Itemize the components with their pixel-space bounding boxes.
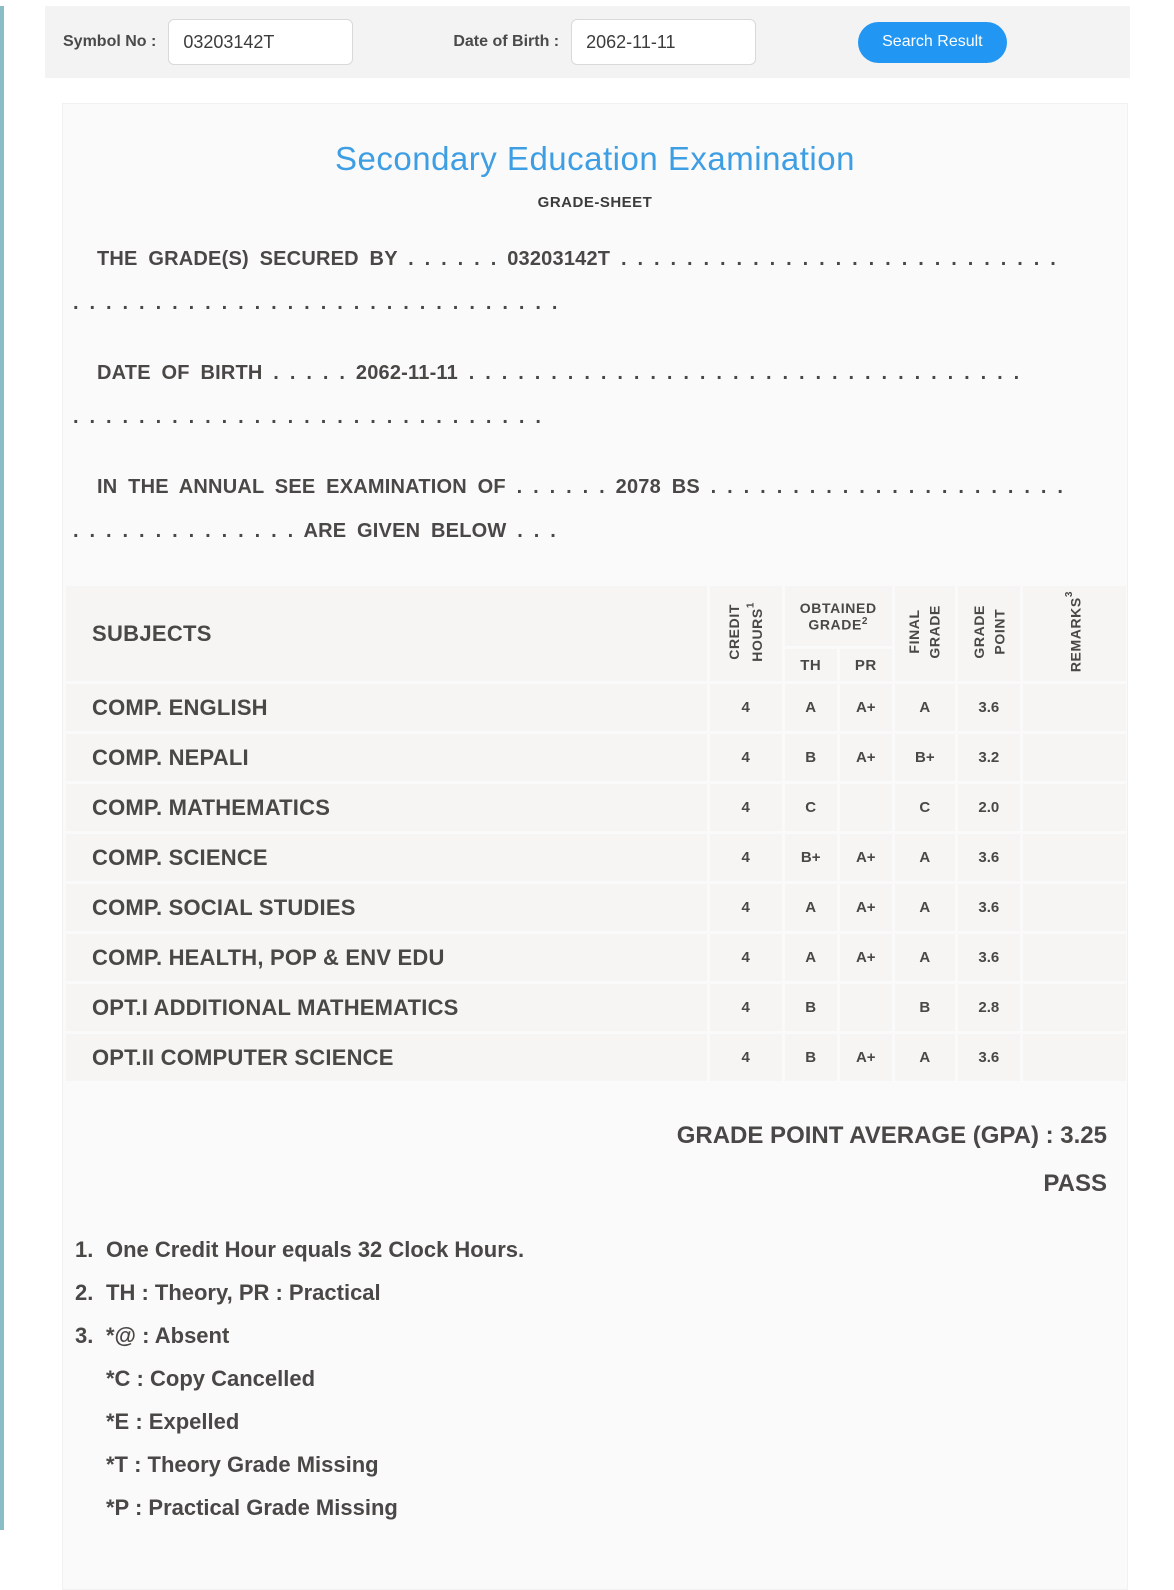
- examination-year-line1: IN THE ANNUAL SEE EXAMINATION OF . . . . . . 2078 BS . . . . . . . . . . . . . . . . . . . . . .: [97, 476, 1064, 498]
- practical-grade-cell: [840, 784, 892, 831]
- table-row: [66, 784, 1126, 831]
- grade-point-cell: 2.0: [958, 784, 1020, 831]
- remarks-cell: [1023, 784, 1126, 831]
- practical-column-header: PR: [840, 649, 892, 681]
- subject-cell: COMP. HEALTH, POP & ENV EDU: [66, 934, 707, 981]
- practical-grade-cell: A+: [840, 734, 892, 781]
- subject-cell: COMP. SCIENCE: [66, 834, 707, 881]
- search-result-button[interactable]: Search Result: [858, 22, 1007, 63]
- credit-hours-cell: 4: [710, 684, 782, 731]
- remarks-cell: [1023, 834, 1126, 881]
- credit-hours-cell: 4: [710, 934, 782, 981]
- examination-year-line2: . . . . . . . . . . . . . . ARE GIVEN BELOW . . .: [73, 520, 556, 542]
- grade-sheet-subtitle: GRADE-SHEET: [537, 194, 653, 211]
- credit-hours-column-header: [710, 586, 782, 681]
- footnote-text: *@ : Absent: [106, 1323, 230, 1348]
- remarks-cell: [1023, 984, 1126, 1031]
- credit-hours-cell: 4: [710, 784, 782, 831]
- credit-hours-line1: CREDIT: [726, 604, 743, 660]
- date-of-birth-input[interactable]: [571, 19, 756, 65]
- subject-cell: COMP. SOCIAL STUDIES: [66, 884, 707, 931]
- theory-grade-cell: B: [785, 1034, 837, 1081]
- table-row: [66, 934, 1126, 981]
- footnote-line: [75, 1357, 1117, 1400]
- theory-grade-cell: A: [785, 884, 837, 931]
- grade-point-cell: 3.6: [958, 834, 1020, 881]
- symbol-no-input[interactable]: [168, 19, 353, 65]
- obtained-grade-column-header: [785, 586, 892, 646]
- grades-table-body: [66, 684, 1126, 1081]
- final-grade-line1: FINAL: [906, 609, 923, 655]
- practical-grade-cell: A+: [840, 884, 892, 931]
- subjects-column-header: SUBJECTS: [66, 586, 707, 681]
- date-of-birth-line2: . . . . . . . . . . . . . . . . . . . . . . . . . . . . .: [73, 406, 542, 428]
- credit-hours-cell: 4: [710, 734, 782, 781]
- footnote-line: [75, 1443, 1117, 1486]
- grades-table: [63, 583, 1129, 1084]
- footnote-number: 3.: [75, 1323, 94, 1348]
- gpa-summary: GRADE POINT AVERAGE (GPA) : 3.25: [676, 1122, 1107, 1149]
- footnote-text: *C : Copy Cancelled: [106, 1366, 316, 1391]
- date-of-birth-label: Date of Birth :: [453, 33, 560, 50]
- final-grade-cell: A: [895, 1034, 955, 1081]
- final-grade-line2: GRADE: [926, 605, 943, 659]
- grade-point-cell: 3.6: [958, 684, 1020, 731]
- table-row: [66, 984, 1126, 1031]
- subject-cell: COMP. MATHEMATICS: [66, 784, 707, 831]
- table-row: [66, 734, 1126, 781]
- table-row: [66, 684, 1126, 731]
- date-of-birth-paragraph: [73, 351, 1117, 439]
- theory-grade-cell: A: [785, 934, 837, 981]
- theory-column-header: TH: [785, 649, 837, 681]
- remarks-column-header: [1023, 586, 1126, 681]
- subject-cell: OPT.II COMPUTER SCIENCE: [66, 1034, 707, 1081]
- footnote-text: *P : Practical Grade Missing: [106, 1495, 398, 1520]
- remarks-cell: [1023, 884, 1126, 931]
- grade-point-cell: 3.6: [958, 1034, 1020, 1081]
- footnotes-section: [75, 1228, 1117, 1529]
- footnote-text: One Credit Hour equals 32 Clock Hours.: [106, 1237, 525, 1262]
- theory-grade-cell: B: [785, 734, 837, 781]
- grades-secured-line1: THE GRADE(S) SECURED BY . . . . . . 03203142T . . . . . . . . . . . . . . . . . . . . . . . . . . .: [97, 248, 1057, 270]
- footnote-text: TH : Theory, PR : Practical: [106, 1280, 381, 1305]
- footnote-text: *E : Expelled: [106, 1409, 240, 1434]
- subject-cell: COMP. NEPALI: [66, 734, 707, 781]
- final-grade-cell: A: [895, 684, 955, 731]
- grade-point-cell: 2.8: [958, 984, 1020, 1031]
- practical-grade-cell: A+: [840, 1034, 892, 1081]
- grade-point-cell: 3.6: [958, 884, 1020, 931]
- page-title: Secondary Education Examination: [335, 140, 855, 177]
- examination-year-paragraph: [73, 465, 1117, 553]
- grades-secured-line2: . . . . . . . . . . . . . . . . . . . . . . . . . . . . . .: [73, 292, 558, 314]
- footnote-number: [75, 1443, 106, 1486]
- date-of-birth-line1: DATE OF BIRTH . . . . . 2062-11-11 . . . . . . . . . . . . . . . . . . . . . . . . . . . . . . . . . .: [97, 362, 1020, 384]
- final-grade-cell: A: [895, 884, 955, 931]
- final-grade-cell: A: [895, 834, 955, 881]
- practical-grade-cell: A+: [840, 834, 892, 881]
- remarks-cell: [1023, 734, 1126, 781]
- subject-cell: OPT.I ADDITIONAL MATHEMATICS: [66, 984, 707, 1031]
- table-header-row: [66, 586, 1126, 646]
- credit-hours-footnote-sup: 1: [745, 602, 757, 609]
- practical-grade-cell: A+: [840, 684, 892, 731]
- grade-point-cell: 3.2: [958, 734, 1020, 781]
- footnote-number: 2.: [75, 1280, 94, 1305]
- credit-hours-line2: HOURS: [748, 608, 765, 662]
- footnote-line: [75, 1314, 1117, 1357]
- footnote-line: [75, 1486, 1117, 1529]
- grade-point-line2: POINT: [990, 609, 1007, 655]
- theory-grade-cell: B: [785, 984, 837, 1031]
- final-grade-cell: A: [895, 934, 955, 981]
- symbol-no-label: Symbol No :: [63, 33, 157, 50]
- footnote-text: *T : Theory Grade Missing: [106, 1452, 379, 1477]
- credit-hours-cell: 4: [710, 834, 782, 881]
- final-grade-cell: C: [895, 784, 955, 831]
- theory-grade-cell: C: [785, 784, 837, 831]
- left-accent-stripe: [0, 6, 4, 1530]
- grade-sheet-card: [62, 103, 1128, 1590]
- grade-point-line1: GRADE: [970, 605, 987, 659]
- footnote-line: [75, 1228, 1117, 1271]
- footnote-number: [75, 1357, 106, 1400]
- table-row: [66, 834, 1126, 881]
- footnote-number: 1.: [75, 1237, 94, 1262]
- remarks-footnote-sup: 3: [1063, 591, 1075, 598]
- final-grade-cell: B: [895, 984, 955, 1031]
- table-row: [66, 1034, 1126, 1081]
- remarks-cell: [1023, 934, 1126, 981]
- grade-point-column-header: [958, 586, 1020, 681]
- credit-hours-cell: 4: [710, 984, 782, 1031]
- remarks-cell: [1023, 684, 1126, 731]
- table-row: [66, 884, 1126, 931]
- final-grade-column-header: [895, 586, 955, 681]
- footnote-line: [75, 1271, 1117, 1314]
- obtained-grade-footnote-sup: 2: [861, 615, 869, 627]
- footnote-number: [75, 1400, 106, 1443]
- obtained-grade-label: OBTAINED GRADE: [799, 599, 877, 633]
- credit-hours-cell: 4: [710, 1034, 782, 1081]
- grades-secured-paragraph: [73, 237, 1117, 325]
- remarks-cell: [1023, 1034, 1126, 1081]
- practical-grade-cell: A+: [840, 934, 892, 981]
- footnote-line: [75, 1400, 1117, 1443]
- result-status: PASS: [1043, 1170, 1107, 1197]
- footnote-number: [75, 1486, 106, 1529]
- practical-grade-cell: [840, 984, 892, 1031]
- theory-grade-cell: B+: [785, 834, 837, 881]
- remarks-label: REMARKS: [1067, 597, 1084, 673]
- search-bar: [45, 6, 1130, 78]
- credit-hours-cell: 4: [710, 884, 782, 931]
- grade-point-cell: 3.6: [958, 934, 1020, 981]
- theory-grade-cell: A: [785, 684, 837, 731]
- subject-cell: COMP. ENGLISH: [66, 684, 707, 731]
- final-grade-cell: B+: [895, 734, 955, 781]
